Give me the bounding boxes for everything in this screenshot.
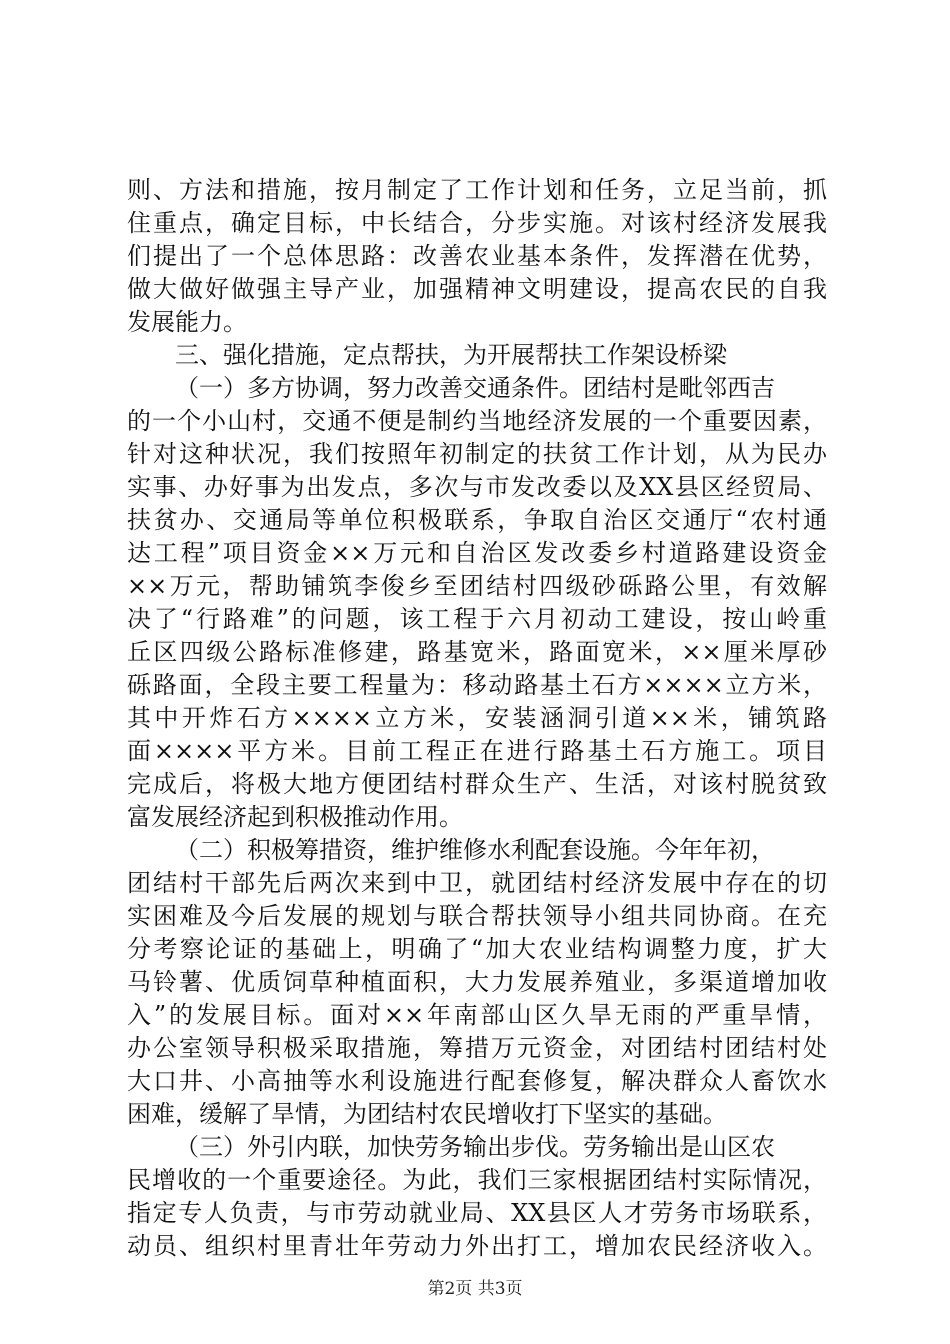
page-number: 第2页 共3页 bbox=[427, 1279, 523, 1299]
body-line: 入”的发展目标。面对××年南部山区久旱无雨的严重旱情， bbox=[127, 1001, 827, 1029]
body-line: 住重点，确定目标，中长结合，分步实施。对该村经济发展我 bbox=[127, 209, 827, 237]
body-line: 针对这种状况，我们按照年初制定的扶贫工作计划，从为民办 bbox=[127, 440, 827, 468]
body-line: 完成后，将极大地方便团结村群众生产、生活，对该村脱贫致 bbox=[127, 770, 827, 798]
body-line: 面××××平方米。目前工程正在进行路基土石方施工。项目 bbox=[127, 737, 827, 765]
body-line: 扶贫办、交通局等单位积极联系，争取自治区交通厅“农村通 bbox=[127, 506, 827, 534]
body-line: 实事、办好事为出发点，多次与市发改委以及XX县区经贸局、 bbox=[127, 473, 827, 501]
body-line: 动员、组织村里青壮年劳动力外出打工，增加农民经济收入。 bbox=[127, 1232, 827, 1260]
body-line: 其中开炸石方××××立方米，安装涵洞引道××米，铺筑路 bbox=[127, 704, 827, 732]
body-line: 困难，缓解了旱情，为团结村农民增收打下坚实的基础。 bbox=[127, 1100, 727, 1128]
section-heading: 三、强化措施，定点帮扶，为开展帮扶工作架设桥梁 bbox=[175, 341, 727, 369]
subsection-heading: （三）外引内联，加快劳务输出步伐。劳务输出是山区农 bbox=[175, 1133, 775, 1161]
body-line: 民增收的一个重要途径。为此，我们三家根据团结村实际情况， bbox=[127, 1166, 827, 1194]
body-line: 们提出了一个总体思路：改善农业基本条件，发挥潜在优势， bbox=[127, 242, 827, 270]
body-line: 决了“行路难”的问题，该工程于六月初动工建设，按山岭重 bbox=[127, 605, 827, 633]
body-line: 团结村干部先后两次来到中卫，就团结村经济发展中存在的切 bbox=[127, 869, 827, 897]
subsection-heading: （二）积极筹措资，维护维修水利配套设施。今年年初， bbox=[175, 836, 775, 864]
body-line: 的一个小山村，交通不便是制约当地经济发展的一个重要因素， bbox=[127, 407, 827, 435]
body-line: 马铃薯、优质饲草种植面积，大力发展养殖业，多渠道增加收 bbox=[127, 968, 827, 996]
body-line: 分考察论证的基础上，明确了“加大农业结构调整力度，扩大 bbox=[127, 935, 827, 963]
body-line: 发展能力。 bbox=[127, 308, 247, 336]
body-line: 富发展经济起到积极推动作用。 bbox=[127, 803, 463, 831]
body-line: 办公室领导积极采取措施，筹措万元资金，对团结村团结村处 bbox=[127, 1034, 827, 1062]
body-line: 达工程”项目资金××万元和自治区发改委乡村道路建设资金 bbox=[127, 539, 827, 567]
body-line: 实困难及今后发展的规划与联合帮扶领导小组共同协商。在充 bbox=[127, 902, 827, 930]
body-line: 做大做好做强主导产业，加强精神文明建设，提高农民的自我 bbox=[127, 275, 827, 303]
body-line: 则、方法和措施，按月制定了工作计划和任务，立足当前，抓 bbox=[127, 176, 827, 204]
document-body bbox=[127, 174, 827, 1263]
body-line: 砾路面，全段主要工程量为：移动路基土石方××××立方米， bbox=[127, 671, 827, 699]
body-line: 丘区四级公路标准修建，路基宽米，路面宽米，××厘米厚砂 bbox=[127, 638, 827, 666]
body-line: 指定专人负责，与市劳动就业局、XX县区人才劳务市场联系， bbox=[127, 1199, 827, 1227]
subsection-heading: （一）多方协调，努力改善交通条件。团结村是毗邻西吉 bbox=[175, 374, 775, 402]
body-line: ××万元，帮助铺筑李俊乡至团结村四级砂砾路公里，有效解 bbox=[127, 572, 827, 600]
page-footer bbox=[0, 1278, 950, 1300]
body-line: 大口井、小高抽等水利设施进行配套修复，解决群众人畜饮水 bbox=[127, 1067, 827, 1095]
